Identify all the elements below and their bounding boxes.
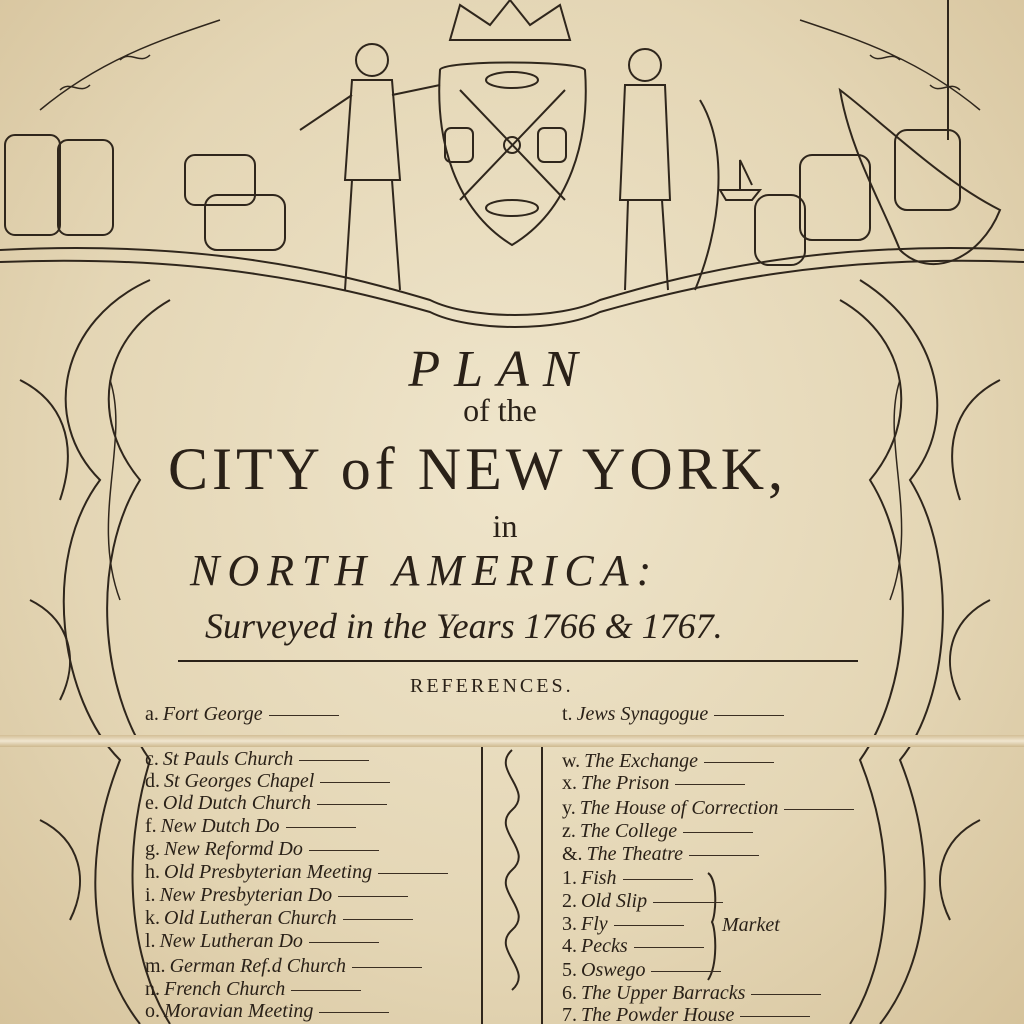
leader-line: [740, 1016, 810, 1017]
reference-key: y.: [562, 797, 576, 819]
reference-item: [145, 815, 356, 838]
title-in: in: [492, 508, 518, 544]
reference-label: New Reformd Do: [164, 838, 303, 860]
reference-key: f.: [145, 815, 157, 837]
barrels-left-icon: [5, 135, 285, 250]
reference-item: [145, 1000, 389, 1023]
reference-item: [145, 792, 387, 815]
leader-line: [309, 942, 379, 943]
leader-line: [651, 971, 721, 972]
reference-label: Old Slip: [581, 890, 648, 912]
reference-label: Oswego: [581, 959, 646, 981]
leader-line: [338, 896, 408, 897]
bow-icon: [695, 100, 719, 290]
reference-key: 1.: [562, 867, 577, 889]
leader-line: [352, 967, 422, 968]
reference-key: &.: [562, 843, 583, 865]
leader-line: [343, 919, 413, 920]
foliage-garland-right: [800, 20, 980, 110]
reference-label: The Exchange: [584, 750, 699, 772]
reference-key: l.: [145, 930, 156, 952]
title-of-the: of the: [463, 392, 537, 428]
reference-label: New Lutheran Do: [159, 930, 303, 952]
reference-item: [145, 955, 422, 978]
reference-item: [145, 930, 379, 953]
reference-label: French Church: [164, 978, 286, 1000]
scene-ground-shelf: [0, 248, 1024, 315]
leader-line: [784, 809, 854, 810]
reference-label: Fort George: [162, 703, 263, 725]
reference-item: [145, 748, 369, 771]
paper-fold-crease: [0, 735, 1024, 747]
crown-icon: [450, 0, 570, 40]
reference-label: Old Presbyterian Meeting: [164, 861, 373, 883]
title-plan: PLAN: [408, 341, 592, 398]
reference-item: [562, 843, 759, 866]
leader-line: [309, 850, 379, 851]
reference-key: h.: [145, 861, 160, 883]
reference-item: [562, 935, 704, 958]
leader-line: [317, 804, 387, 805]
reference-label: New Dutch Do: [160, 815, 280, 837]
reference-key: k.: [145, 907, 160, 929]
reference-key: x.: [562, 772, 577, 794]
reference-item: [562, 750, 774, 773]
reference-key: m.: [145, 955, 166, 977]
ship-icon: [720, 160, 760, 200]
reference-item: [562, 797, 854, 820]
reference-key: c.: [145, 748, 159, 770]
reference-label: Moravian Meeting: [164, 1000, 314, 1022]
leader-line: [286, 827, 356, 828]
leader-line: [653, 902, 723, 903]
reference-item: [562, 867, 693, 890]
reference-label: St Pauls Church: [162, 748, 294, 770]
reference-item: [145, 907, 413, 930]
leader-line: [291, 990, 361, 991]
reference-item: [145, 703, 339, 726]
reference-item: [562, 913, 684, 936]
reference-label: The Upper Barracks: [581, 982, 746, 1004]
reference-key: 6.: [562, 982, 577, 1004]
leader-line: [714, 715, 784, 716]
reference-label: Pecks: [581, 935, 628, 957]
reference-key: e.: [145, 792, 159, 814]
leader-line: [320, 782, 390, 783]
beaver-icon: [486, 72, 538, 88]
reference-key: d.: [145, 770, 160, 792]
reference-item: [562, 820, 753, 843]
reference-item: [145, 884, 408, 907]
reference-key: t.: [562, 703, 573, 725]
leader-line: [614, 925, 684, 926]
title-north-america: NORTH AMERICA:: [190, 546, 660, 595]
title-rule: [178, 660, 858, 662]
reference-label: Fly: [581, 913, 608, 935]
market-label: Market: [722, 914, 780, 936]
title-city: CITY of NEW YORK,: [168, 436, 788, 502]
reference-item: [562, 890, 723, 913]
center-flourish: [506, 750, 519, 990]
reference-key: w.: [562, 750, 581, 772]
leader-line: [689, 855, 759, 856]
native-figure: [629, 49, 661, 81]
leader-line: [683, 832, 753, 833]
leader-line: [319, 1012, 389, 1013]
reference-key: n.: [145, 978, 160, 1000]
left-scroll-frame: [64, 280, 150, 1024]
leader-line: [378, 873, 448, 874]
reference-item: [562, 772, 745, 795]
reference-key: o.: [145, 1000, 160, 1022]
reference-label: German Ref.d Church: [169, 955, 347, 977]
title-surveyed: Surveyed in the Years 1766 & 1767.: [205, 606, 723, 646]
reference-label: Jews Synagogue: [576, 703, 709, 725]
reference-key: 4.: [562, 935, 577, 957]
leader-line: [623, 879, 693, 880]
reference-label: The Powder House: [581, 1004, 735, 1024]
reference-item: [562, 703, 784, 726]
reference-key: i.: [145, 884, 156, 906]
reference-key: 7.: [562, 1004, 577, 1024]
reference-item: [145, 838, 379, 861]
reference-label: The House of Correction: [579, 797, 779, 819]
leader-line: [751, 994, 821, 995]
reference-key: g.: [145, 838, 160, 860]
reference-label: Old Dutch Church: [162, 792, 312, 814]
reference-key: 2.: [562, 890, 577, 912]
reference-label: The Prison: [581, 772, 670, 794]
reference-item: [145, 770, 390, 793]
leader-line: [675, 784, 745, 785]
reference-label: New Presbyterian Do: [159, 884, 333, 906]
sailor-figure: [356, 44, 388, 76]
leader-line: [704, 762, 774, 763]
reference-key: 5.: [562, 959, 577, 981]
reference-label: Old Lutheran Church: [164, 907, 337, 929]
reference-label: The College: [579, 820, 678, 842]
reference-key: a.: [145, 703, 159, 725]
reference-item: [562, 982, 821, 1005]
leader-line: [634, 947, 704, 948]
foliage-garland-left: [40, 20, 220, 110]
reference-item: [145, 978, 361, 1001]
leader-line: [299, 760, 369, 761]
leader-line: [269, 715, 339, 716]
reference-item: [562, 1004, 810, 1024]
reference-key: z.: [562, 820, 576, 842]
reference-key: 3.: [562, 913, 577, 935]
reference-item: [145, 861, 448, 884]
reference-label: Fish: [581, 867, 617, 889]
reference-label: The Theatre: [586, 843, 684, 865]
references-heading: REFERENCES.: [410, 675, 574, 697]
reference-item: [562, 959, 721, 982]
reference-label: St Georges Chapel: [164, 770, 315, 792]
